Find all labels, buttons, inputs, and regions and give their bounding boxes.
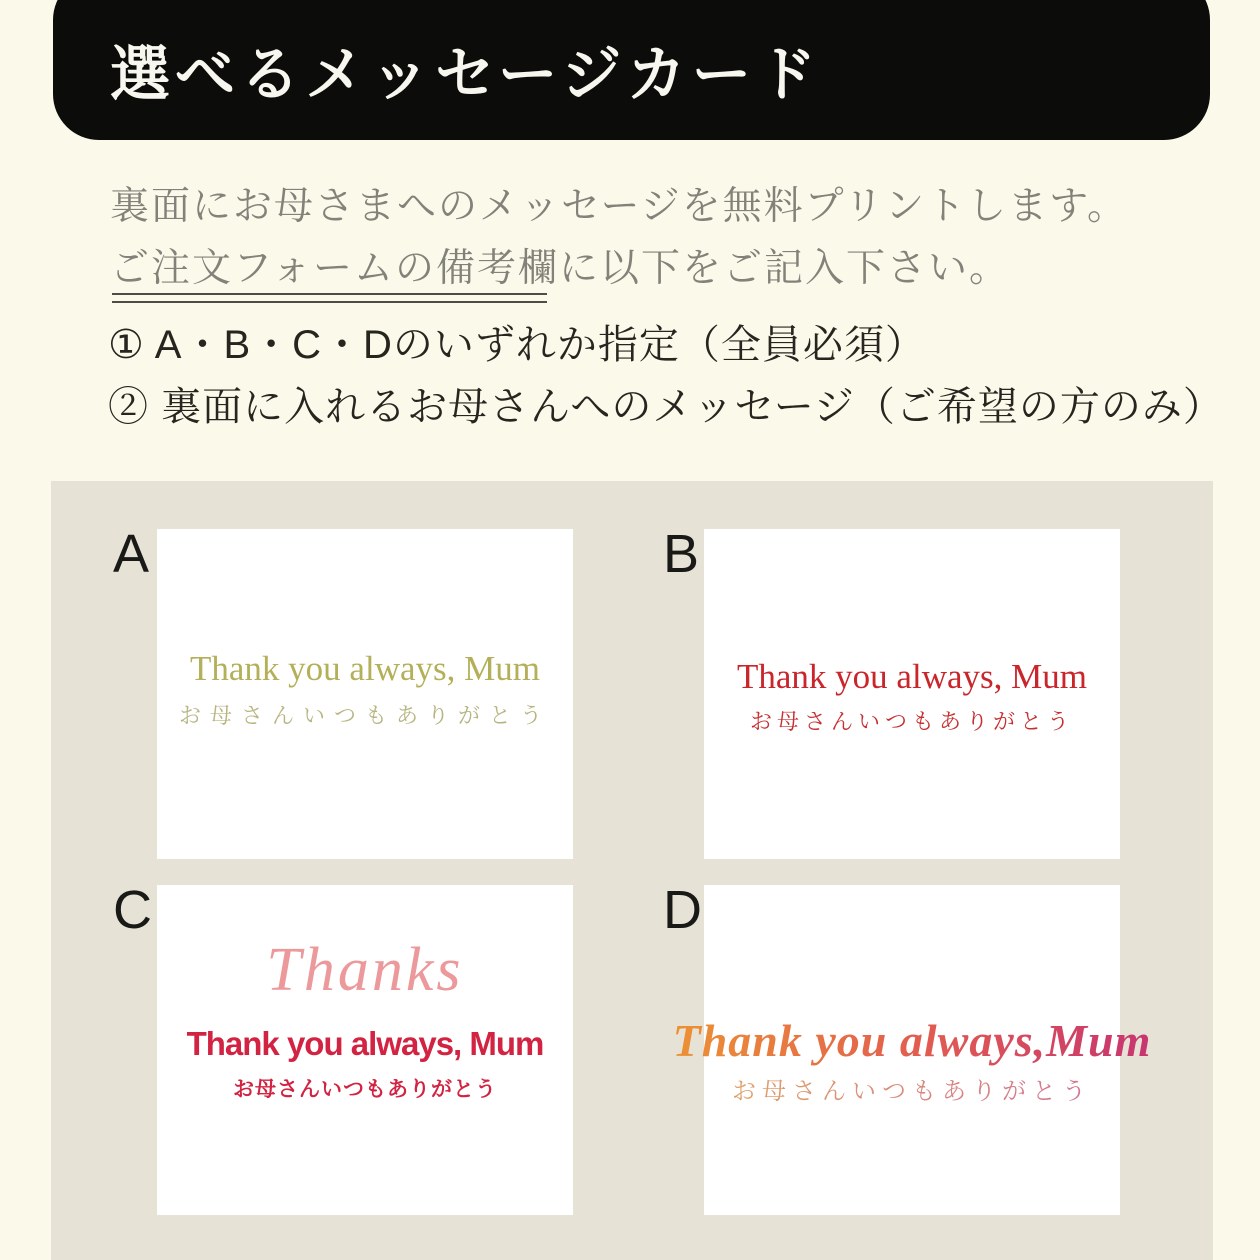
card-d-japanese-message: お母さんいつもありがとう <box>732 1079 1092 1105</box>
card-c-english-message: Thank you always, Mum <box>186 1025 544 1062</box>
message-card-d <box>672 885 1152 1215</box>
message-card-b <box>704 529 1120 859</box>
card-d-english-message: Thank you always,Mum <box>673 1013 1152 1069</box>
card-a-english-message: Thank you always, Mum <box>190 649 540 688</box>
card-label-b: B <box>663 524 700 584</box>
header-banner <box>53 0 1210 140</box>
message-card-c <box>157 885 573 1215</box>
intro-paragraph <box>110 176 1128 300</box>
card-b-english-message: Thank you always, Mum <box>737 657 1087 696</box>
message-card-a <box>157 529 573 859</box>
intro-line-1: 裏面にお母さまへのメッセージを無料プリントします。 <box>110 185 1128 228</box>
step-item-2: ② 裏面に入れるお母さんへのメッセージ（ご希望の方のみ） <box>108 385 1224 429</box>
card-label-a: A <box>113 524 150 584</box>
card-options-panel <box>51 481 1213 1260</box>
card-a-japanese-message: お母さんいつもありがとう <box>178 703 551 728</box>
card-c-japanese-message: お母さんいつもありがとう <box>233 1078 497 1101</box>
instruction-steps <box>108 314 1224 438</box>
card-label-d: D <box>663 880 702 940</box>
step-item-1: ① A・B・C・Dのいずれか指定（全員必須） <box>108 323 926 367</box>
card-label-c: C <box>113 880 152 940</box>
intro-line-2: ご注文フォームの備考欄に以下をご記入下さい。 <box>110 247 1011 290</box>
double-underline-decoration <box>112 293 547 303</box>
card-b-japanese-message: お母さんいつもありがとう <box>749 709 1074 734</box>
card-c-thanks-script: Thanks <box>266 936 464 1004</box>
page-title: 選べるメッセージカード <box>110 41 822 108</box>
